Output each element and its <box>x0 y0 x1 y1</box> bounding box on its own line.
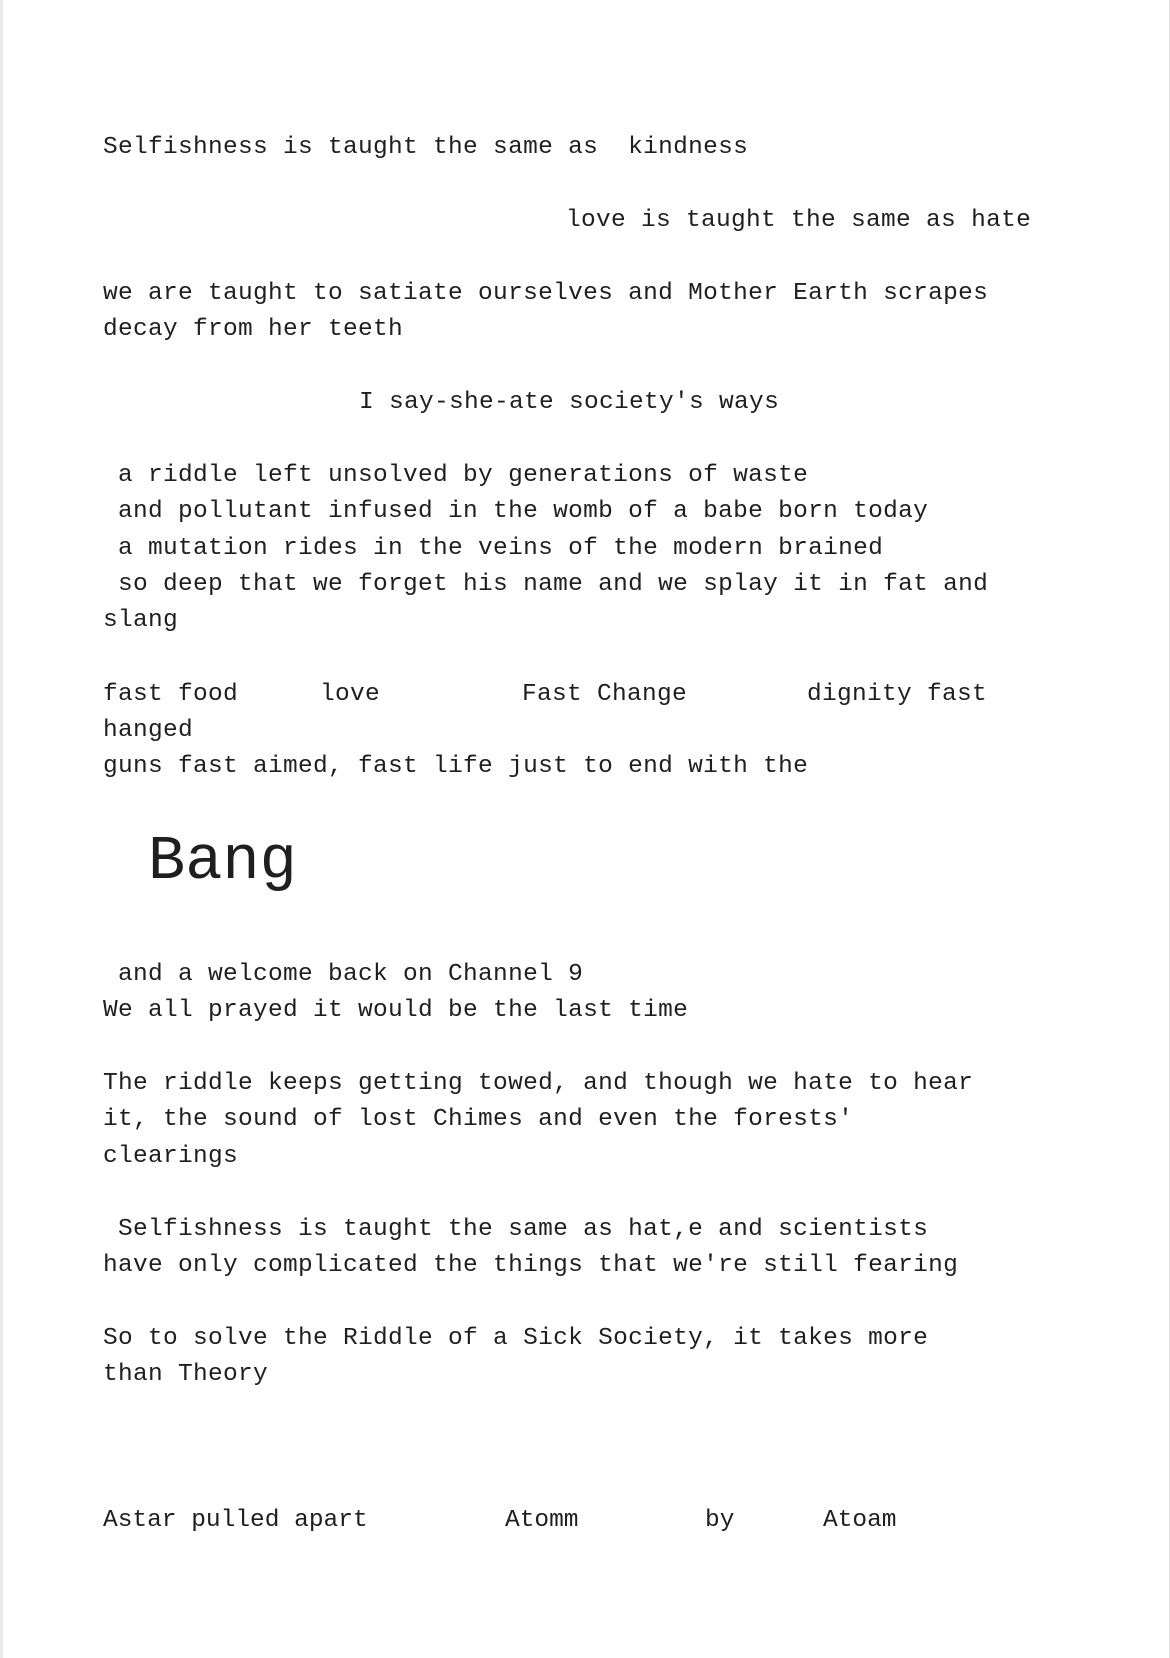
poem-line: I say-she-ate society's ways <box>359 389 780 416</box>
poem-line: so deep that we forget his name and we splay it in fat and <box>103 571 989 598</box>
poem-line: The riddle keeps getting towed, and though we hate to hear <box>103 1070 974 1097</box>
poem-line: fast food <box>103 681 239 708</box>
poem-emphasis-word: Bang <box>148 826 297 897</box>
signature-part: Astar pulled apart <box>103 1507 368 1534</box>
signature-part: by <box>705 1507 735 1534</box>
document-page <box>2 0 1170 1658</box>
poem-line: than Theory <box>103 1361 269 1388</box>
poem-line: decay from her teeth <box>103 316 404 343</box>
poem-line: We all prayed it would be the last time <box>103 997 689 1024</box>
poem-line: guns fast aimed, fast life just to end with the <box>103 753 809 780</box>
signature-part: Atomm <box>505 1507 579 1534</box>
poem-line: Fast Change <box>522 681 688 708</box>
signature-part: Atoam <box>823 1507 897 1534</box>
poem-line: have only complicated the things that we're still fearing <box>103 1252 959 1279</box>
poem-line: and a welcome back on Channel 9 <box>103 961 584 988</box>
poem-line: love is taught the same as hate <box>566 207 1032 234</box>
poem-line: hanged <box>103 717 194 744</box>
poem-line: So to solve the Riddle of a Sick Society, it takes more <box>103 1325 929 1352</box>
poem-line: a mutation rides in the veins of the modern brained <box>103 535 884 562</box>
poem-line: slang <box>103 607 179 634</box>
poem-line: we are taught to satiate ourselves and Mother Earth scrapes <box>103 280 989 307</box>
poem-line: and pollutant infused in the womb of a babe born today <box>103 498 929 525</box>
poem-line: it, the sound of lost Chimes and even the forests' <box>103 1106 854 1133</box>
poem-line: a riddle left unsolved by generations of waste <box>103 462 809 489</box>
poem-line: Selfishness is taught the same as kindness <box>103 134 749 161</box>
poem-line: dignity fast <box>807 681 988 708</box>
poem-line: Selfishness is taught the same as hat,e and scientists <box>103 1216 929 1243</box>
poem-line: love <box>320 681 381 708</box>
poem-line: clearings <box>103 1143 239 1170</box>
